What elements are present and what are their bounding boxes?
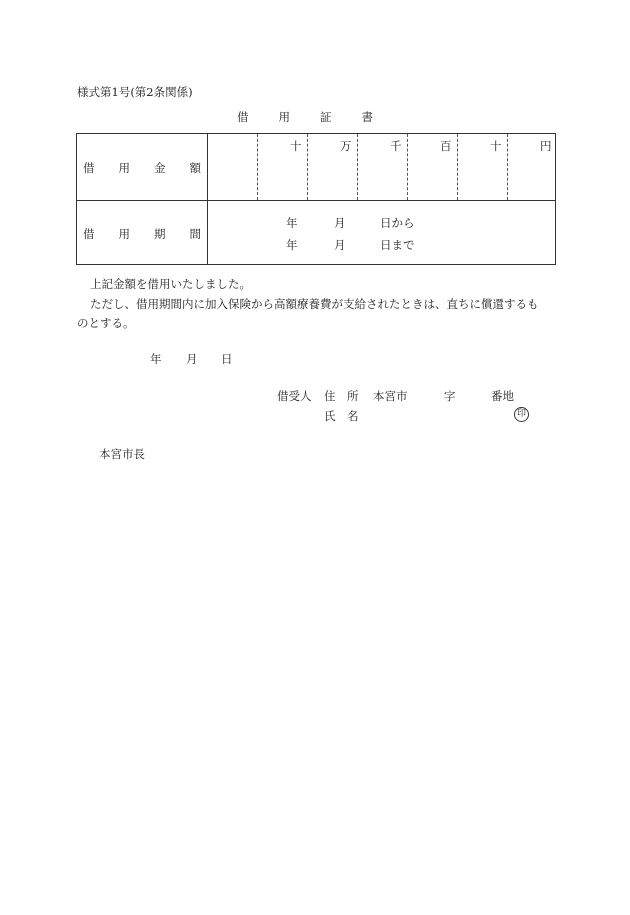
title-char: 用 — [278, 110, 290, 124]
amount-unit: 円 — [540, 139, 552, 153]
address-label: 住 所 — [324, 389, 359, 403]
digit-divider — [407, 134, 408, 200]
title-char: 借 — [237, 110, 249, 124]
row-divider — [77, 200, 555, 201]
amount-unit: 万 — [340, 139, 352, 153]
form-number-label: 様式第1号(第2条関係) — [77, 85, 193, 99]
column-divider — [207, 134, 208, 264]
digit-divider — [507, 134, 508, 200]
amount-unit: 百 — [440, 139, 452, 153]
statement-borrowed: 上記金額を借用いたしました。 — [90, 277, 251, 291]
digit-divider — [257, 134, 258, 200]
amount-unit: 十 — [490, 139, 502, 153]
seal-icon: 印 — [514, 407, 529, 422]
address-city: 本宮市 — [373, 389, 408, 403]
statement-condition: ただし、借用期間内に加入保険から高額療養費が支給されたときは、直ちに償還するも — [90, 297, 539, 311]
address-aza: 字 — [444, 389, 456, 403]
loan-table: 借 用 金 額 十 万 千 百 十 円 借 用 期 間 年 月 日から 年 月 日まで — [76, 133, 556, 265]
name-label: 氏 名 — [324, 409, 359, 423]
title-char: 証 — [320, 110, 332, 124]
address-banchi: 番地 — [491, 389, 514, 403]
borrower-block — [277, 388, 537, 428]
amount-unit: 十 — [290, 139, 302, 153]
borrower-role: 借受人 — [277, 389, 312, 403]
digit-divider — [357, 134, 358, 200]
document-title — [237, 109, 403, 125]
title-char: 書 — [361, 110, 373, 124]
digit-divider — [307, 134, 308, 200]
amount-unit: 千 — [390, 139, 402, 153]
amount-label: 借 用 金 額 — [83, 161, 201, 175]
statement-condition-cont: のとする。 — [77, 316, 135, 330]
addressee: 本宮市長 — [99, 447, 145, 461]
digit-divider — [457, 134, 458, 200]
period-label: 借 用 期 間 — [83, 227, 201, 241]
